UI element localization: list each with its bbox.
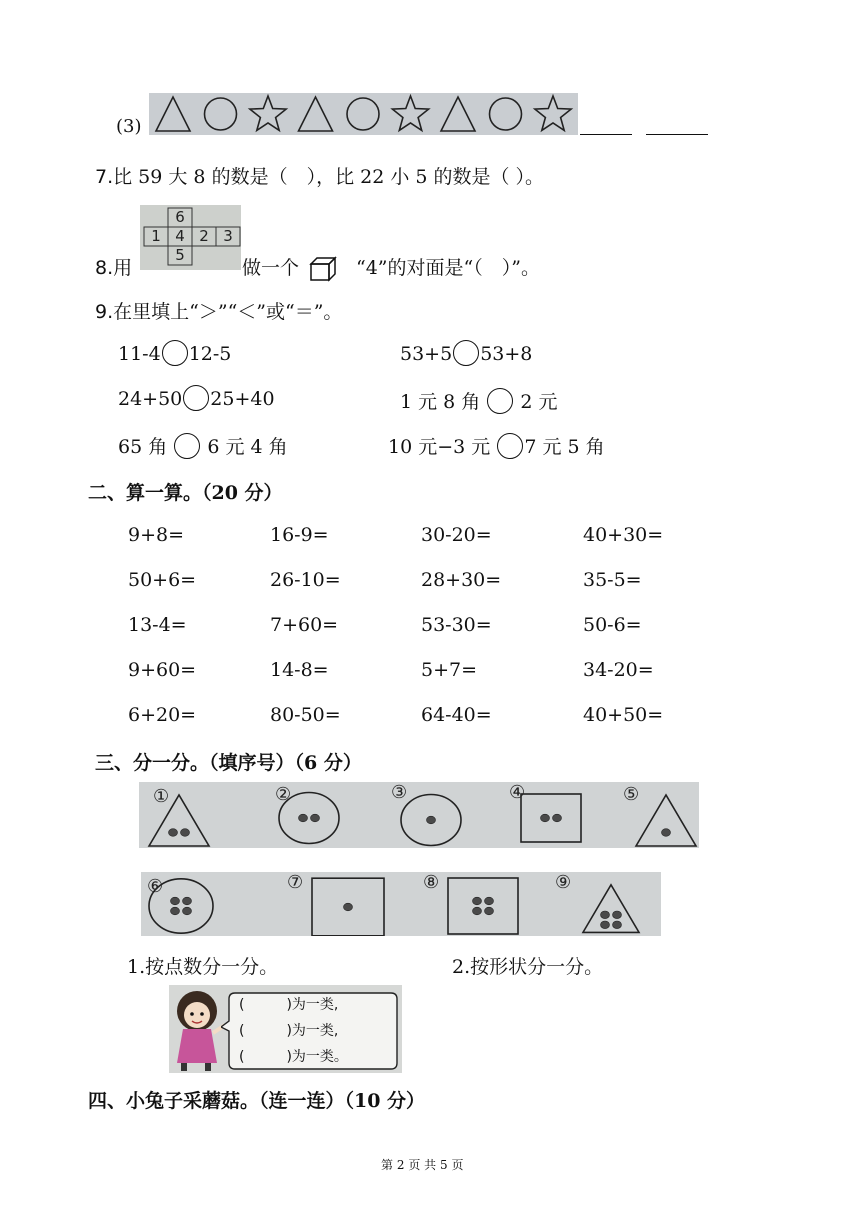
speech-line: ( )为一类, (239, 997, 339, 1013)
compare-item (400, 342, 532, 368)
question-8 (95, 253, 132, 280)
calc-item: 7+60= (270, 614, 339, 636)
shape-label: ③ (391, 782, 408, 803)
shape-sequence (149, 93, 578, 135)
dot (473, 897, 482, 905)
compare-circle[interactable] (183, 385, 209, 411)
shape-label: ① (153, 786, 170, 807)
cube-icon (309, 256, 337, 282)
compare-circle[interactable] (162, 340, 188, 366)
question-text: 在里填上“＞”“＜”或“＝”。 (113, 301, 343, 323)
compare-item (400, 387, 558, 416)
speech-image (169, 985, 402, 1073)
calc-item: 6+20= (128, 704, 197, 726)
dot (601, 911, 610, 919)
dot (601, 921, 610, 929)
calc-item: 50-6= (583, 614, 642, 636)
compare-circle[interactable] (497, 433, 523, 459)
question-7 (95, 162, 544, 189)
triangle-shape (583, 885, 639, 933)
triangle-shape (636, 795, 696, 846)
net-cell-number: 3 (223, 227, 233, 245)
calc-item: 80-50= (270, 704, 341, 726)
dot (662, 829, 671, 837)
net-cell-number: 5 (175, 246, 185, 264)
dot (344, 903, 353, 911)
question-text: 比 59 大 8 的数是（ ），比 22 小 5 的数是（ ）。 (113, 166, 545, 188)
shape-label: ⑥ (147, 876, 164, 897)
calc-item: 35-5= (583, 569, 642, 591)
compare-left: 1 元 8 角 (400, 391, 481, 413)
calc-item: 64-40= (421, 704, 492, 726)
compare-circle[interactable] (487, 388, 513, 414)
calc-item: 16-9= (270, 524, 329, 546)
shape-label: ⑨ (555, 872, 572, 893)
q6-label: (3) (116, 116, 142, 137)
dot (485, 907, 494, 915)
calc-item: 9+60= (128, 659, 197, 681)
triangle-shape (299, 97, 333, 131)
compare-right: 7 元 5 角 (524, 436, 605, 458)
cube-net-image (140, 205, 241, 270)
compare-left: 24+50 (118, 388, 183, 410)
square-shape (448, 878, 518, 934)
footer-text: 第 (381, 1158, 394, 1172)
compare-circle[interactable] (174, 433, 200, 459)
speech-text (239, 992, 348, 1070)
star-shape (535, 96, 571, 130)
calc-item: 9+8= (128, 524, 185, 546)
question-number: 7. (95, 166, 114, 188)
task-2: 2.按形状分一分。 (452, 956, 604, 978)
answer-blank-2[interactable] (646, 134, 708, 135)
calc-item: 34-20= (583, 659, 654, 681)
net-cell-number: 6 (175, 208, 185, 226)
shapes-row-2 (141, 872, 661, 936)
calc-item: 30-20= (421, 524, 492, 546)
square-shape (521, 794, 581, 842)
section-2-title: 二、算一算。（20 分） (88, 482, 283, 504)
dot (183, 897, 192, 905)
net-cell-number: 1 (151, 227, 161, 245)
shape-label: ② (275, 784, 292, 805)
dot (473, 907, 482, 915)
footer-text: 页 共 (408, 1158, 437, 1172)
question-number: 8. (95, 257, 114, 279)
page-number: 2 (396, 1158, 405, 1172)
dot (311, 814, 320, 822)
compare-item (118, 387, 275, 413)
answer-blank-1[interactable] (580, 134, 632, 135)
dot (553, 814, 562, 822)
compare-item (118, 432, 288, 461)
compare-circle[interactable] (453, 340, 479, 366)
shapes-image-row-1 (139, 782, 699, 848)
compare-right: 6 元 4 角 (207, 436, 288, 458)
triangle-shape (156, 97, 190, 131)
compare-right: 53+8 (480, 343, 533, 365)
dot (541, 814, 550, 822)
question-9 (95, 297, 342, 324)
speech-line: ( )为一类, (239, 1023, 339, 1039)
compare-left: 53+5 (400, 343, 453, 365)
shape-sequence-image (149, 93, 578, 135)
dot (181, 829, 190, 837)
compare-right: 12-5 (188, 343, 232, 365)
calc-item: 26-10= (270, 569, 341, 591)
question-text-a: 用 (113, 257, 133, 279)
compare-right: 2 元 (520, 391, 558, 413)
net-cell-number: 2 (199, 227, 209, 245)
compare-right: 25+40 (210, 388, 275, 410)
section-4-title: 四、小兔子采蘑菇。（连一连）（10 分） (88, 1090, 426, 1112)
compare-item (118, 342, 231, 368)
calc-item: 13-4= (128, 614, 187, 636)
shape-label: ⑧ (423, 872, 440, 893)
dot (183, 907, 192, 915)
dot (171, 907, 180, 915)
shapes-image-row-2 (141, 872, 661, 936)
question-text-c: “4”的对面是“（ ）”。 (356, 257, 540, 279)
triangle-shape (441, 97, 475, 131)
dot (299, 814, 308, 822)
compare-left: 11-4 (118, 343, 161, 365)
compare-left: 10 元−3 元 (388, 436, 491, 458)
compare-item (388, 432, 605, 461)
shape-label: ④ (509, 782, 526, 803)
circle-shape (490, 98, 522, 130)
calc-item: 50+6= (128, 569, 197, 591)
dot (613, 911, 622, 919)
calc-item: 40+50= (583, 704, 664, 726)
calc-item: 53-30= (421, 614, 492, 636)
page-footer (381, 1156, 463, 1173)
calc-item: 28+30= (421, 569, 502, 591)
dot (427, 816, 436, 824)
section-3-title: 三、分一分。（填序号）（6 分） (95, 752, 362, 774)
compare-left: 65 角 (118, 436, 168, 458)
circle-shape (347, 98, 379, 130)
circle-shape (205, 98, 237, 130)
question-number: 9. (95, 301, 114, 323)
question-text-b: 做一个 (242, 257, 300, 279)
calc-item: 5+7= (421, 659, 478, 681)
dot (171, 897, 180, 905)
star-shape (250, 96, 286, 130)
shape-label: ⑦ (287, 872, 304, 893)
footer-text: 页 (451, 1158, 464, 1172)
task-1: 1.按点数分一分。 (127, 956, 279, 978)
cube-net (140, 205, 241, 270)
shape-label: ⑤ (623, 784, 640, 805)
calc-item: 40+30= (583, 524, 664, 546)
speech-line: ( )为一类。 (239, 1049, 348, 1065)
girl-illustration (169, 985, 229, 1073)
dot (485, 897, 494, 905)
page-total: 5 (439, 1158, 448, 1172)
shapes-row-1 (139, 782, 699, 848)
dot (613, 921, 622, 929)
dot (169, 829, 178, 837)
calc-item: 14-8= (270, 659, 329, 681)
net-cell-number: 4 (175, 227, 185, 245)
star-shape (392, 96, 428, 130)
